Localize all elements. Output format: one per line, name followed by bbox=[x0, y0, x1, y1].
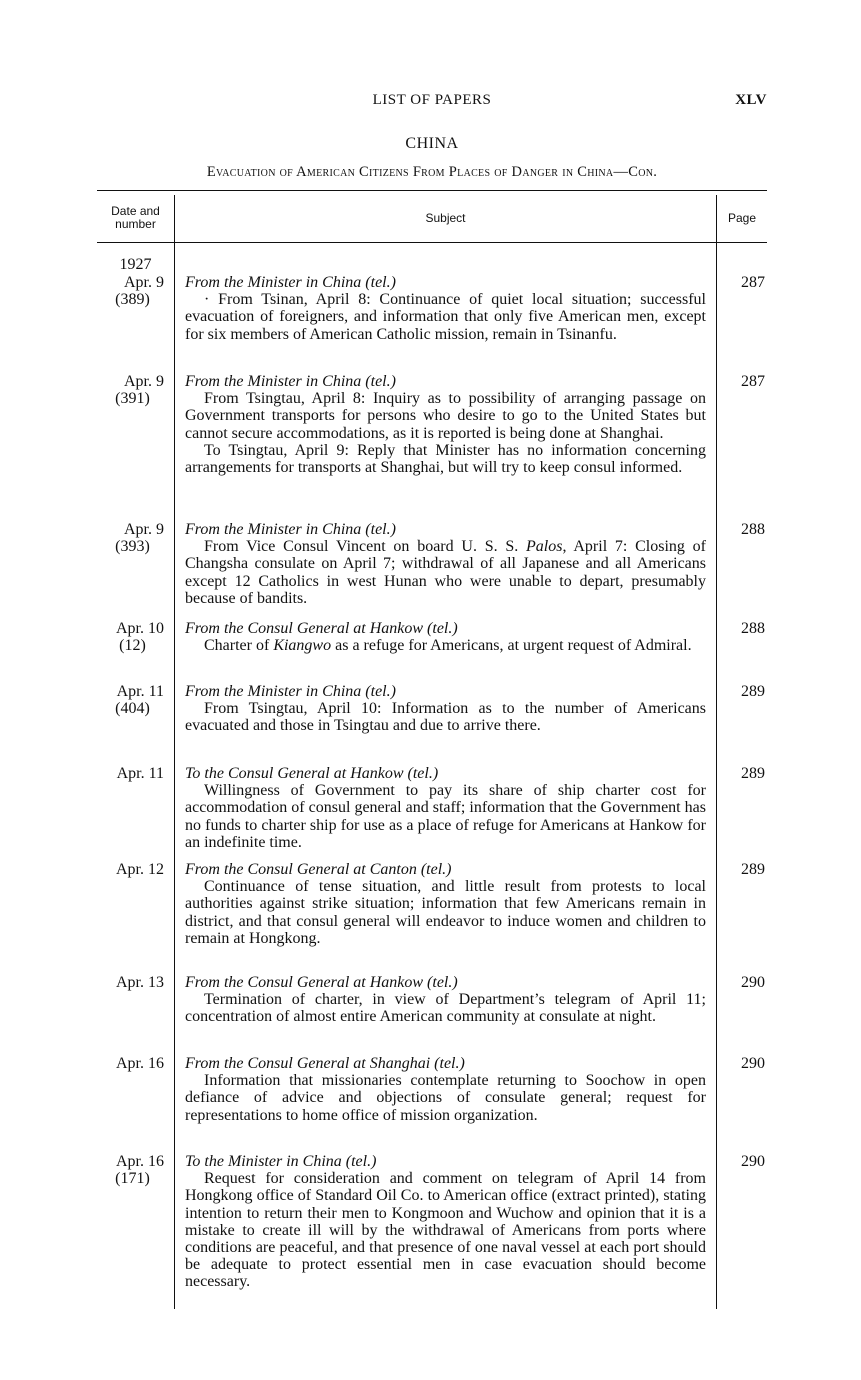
entry-heading: From the Minister in China (tel.) bbox=[185, 274, 396, 291]
entry-page bbox=[717, 765, 767, 782]
entry-heading: From the Minister in China (tel.) bbox=[185, 373, 396, 390]
entry-date-text: Apr. 9 bbox=[124, 521, 164, 538]
entry-paragraph: Charter of Kiangwo as a refuge for Americans, at urgent request of Admiral. bbox=[204, 637, 692, 655]
entry-date bbox=[97, 974, 164, 991]
entry-heading: From the Consul General at Hankow (tel.) bbox=[185, 620, 458, 637]
entry-number: (171) bbox=[115, 1170, 150, 1188]
entry-page bbox=[717, 1055, 767, 1072]
entry-date bbox=[97, 521, 164, 555]
entry-heading: To the Consul General at Hankow (tel.) bbox=[185, 765, 439, 782]
page-number: XLV bbox=[735, 92, 767, 108]
entry-subject bbox=[185, 620, 706, 654]
entry-date-text: Apr. 16 bbox=[116, 1153, 164, 1170]
entry-paragraph: To Tsingtau, April 9: Reply that Minister has no information concerning arrangements for transports at Shanghai, but will try to keep consul informed. bbox=[185, 441, 706, 477]
entry-date-text: Apr. 10 bbox=[116, 620, 164, 637]
entry-subject bbox=[185, 274, 706, 343]
entry-subject bbox=[185, 974, 706, 1026]
entry-number: (391) bbox=[115, 390, 150, 408]
entry-page bbox=[717, 620, 767, 637]
entry-heading: From the Minister in China (tel.) bbox=[185, 683, 396, 700]
entry-paragraph: Termination of charter, in view of Department’s telegram of April 11; concentration of almost entire American community at consulate at night. bbox=[185, 991, 706, 1026]
entry-heading: From the Consul General at Shanghai (tel.) bbox=[185, 1055, 465, 1072]
top-rule bbox=[97, 190, 767, 191]
entry-page-number: 287 bbox=[741, 373, 765, 390]
entry-paragraph: · From Tsinan, April 8: Continuance of quiet local situation; successful evacuation of foreigners, and information that only five American men, except for six members of American Catholic mission, remain in Tsinanfu. bbox=[185, 291, 706, 343]
entry-date-text: Apr. 13 bbox=[116, 974, 164, 991]
entry-page bbox=[717, 974, 767, 991]
entry-heading: To the Minister in China (tel.) bbox=[185, 1153, 377, 1170]
entry-page-number: 290 bbox=[741, 1055, 765, 1072]
column-divider-date bbox=[174, 195, 175, 1309]
entry-page-number: 289 bbox=[741, 765, 765, 782]
entry-date bbox=[97, 765, 164, 782]
entry-subject bbox=[185, 521, 706, 607]
header-rule bbox=[97, 242, 767, 243]
entry-page-number: 289 bbox=[741, 861, 765, 878]
entry-page bbox=[717, 274, 767, 291]
entry-date bbox=[97, 373, 164, 407]
entry-page-number: 288 bbox=[741, 521, 765, 538]
entry-paragraph: Continuance of tense situation, and little result from protests to local authorities against strike situation; information that few Americans remain in district, and that consul general will endeavor to induce women and children to remain at Hongkong. bbox=[185, 878, 706, 947]
entry-date-text: Apr. 16 bbox=[116, 1055, 164, 1072]
entry-subject bbox=[185, 765, 706, 851]
entry-number: (12) bbox=[119, 637, 146, 655]
entry-heading: From the Consul General at Hankow (tel.) bbox=[185, 974, 458, 991]
entry-paragraph: Information that missionaries contemplate returning to Soochow in open defiance of advice and objections of consulate general; request for representations to home office of mission organization. bbox=[185, 1072, 706, 1124]
entry-page-number: 288 bbox=[741, 620, 765, 637]
section-title: Evacuation of American Citizens From Places of Danger in China—Con. bbox=[206, 164, 658, 180]
entry-date bbox=[97, 274, 164, 308]
entry-page-number: 289 bbox=[741, 683, 765, 700]
entry-date bbox=[97, 1055, 164, 1072]
entry-paragraph: From Tsingtau, April 8: Inquiry as to possibility of arranging passage on Government transports for persons who desire to go to the United States but cannot secure accommodations, as it is reported is being done at Shanghai. bbox=[185, 390, 706, 442]
entry-subject bbox=[185, 1153, 706, 1291]
entry-heading: From the Minister in China (tel.) bbox=[185, 521, 396, 538]
entry-heading: From the Consul General at Canton (tel.) bbox=[185, 861, 452, 878]
entry-subject bbox=[185, 1055, 706, 1124]
country-heading: CHINA bbox=[405, 135, 459, 152]
running-head-title: LIST OF PAPERS bbox=[372, 92, 492, 108]
entry-page-number: 287 bbox=[741, 274, 765, 291]
entry-subject bbox=[185, 683, 706, 735]
entry-date-text: Apr. 12 bbox=[116, 861, 164, 878]
entry-date-text: Apr. 9 bbox=[124, 274, 164, 291]
entry-number: (404) bbox=[115, 700, 150, 718]
entry-date bbox=[97, 620, 164, 654]
entry-paragraph: Request for consideration and comment on telegram of April 14 from Hongkong office of Standard Oil Co. to American office (extract printed), stating intention to return their men to Kongmoon and Wuchow and opinion that it is a mistake to create ill will by the withdrawal of Americans from ports where conditions are peaceful, and that presence of one naval vessel at each port should be adequate to protect essential men in case evacuation should become necessary. bbox=[185, 1170, 706, 1291]
entry-date-text: Apr. 11 bbox=[116, 683, 164, 700]
entry-date bbox=[97, 1153, 164, 1187]
entry-page-number: 290 bbox=[741, 974, 765, 991]
column-divider-page bbox=[716, 195, 717, 1309]
year-label: 1927 bbox=[119, 256, 152, 273]
header-date: Date and number bbox=[111, 204, 160, 231]
entry-number: (393) bbox=[115, 538, 150, 556]
header-subject: Subject bbox=[425, 211, 466, 225]
entry-subject bbox=[185, 373, 706, 476]
entry-page bbox=[717, 861, 767, 878]
entry-subject bbox=[185, 861, 706, 947]
header-page: Page bbox=[727, 211, 757, 225]
entry-paragraph: From Vice Consul Vincent on board U. S. S. Palos, April 7: Closing of Changsha consulate on April 7; withdrawal of all Japanese and all Americans except 12 Catholics in west Hunan who were unable to depart, presumably because of bandits. bbox=[185, 538, 706, 607]
entry-paragraph: Willingness of Government to pay its share of ship charter cost for accommodation of consul general and staff; information that the Government has no funds to charter ship for use as a place of refuge for Americans at Hankow for an indefinite time. bbox=[185, 782, 706, 851]
entry-page bbox=[717, 683, 767, 700]
entry-page bbox=[717, 1153, 767, 1170]
running-head bbox=[97, 92, 767, 112]
entry-date-text: Apr. 11 bbox=[116, 765, 164, 782]
entry-date bbox=[97, 683, 164, 717]
entry-date bbox=[97, 861, 164, 878]
entry-page-number: 290 bbox=[741, 1153, 765, 1170]
entry-page bbox=[717, 521, 767, 538]
entry-page bbox=[717, 373, 767, 390]
entry-paragraph: From Tsingtau, April 10: Information as to the number of Americans evacuated and those in Tsingtau and due to arrive there. bbox=[185, 700, 706, 735]
entry-date-text: Apr. 9 bbox=[124, 373, 164, 390]
entry-number: (389) bbox=[115, 291, 150, 309]
